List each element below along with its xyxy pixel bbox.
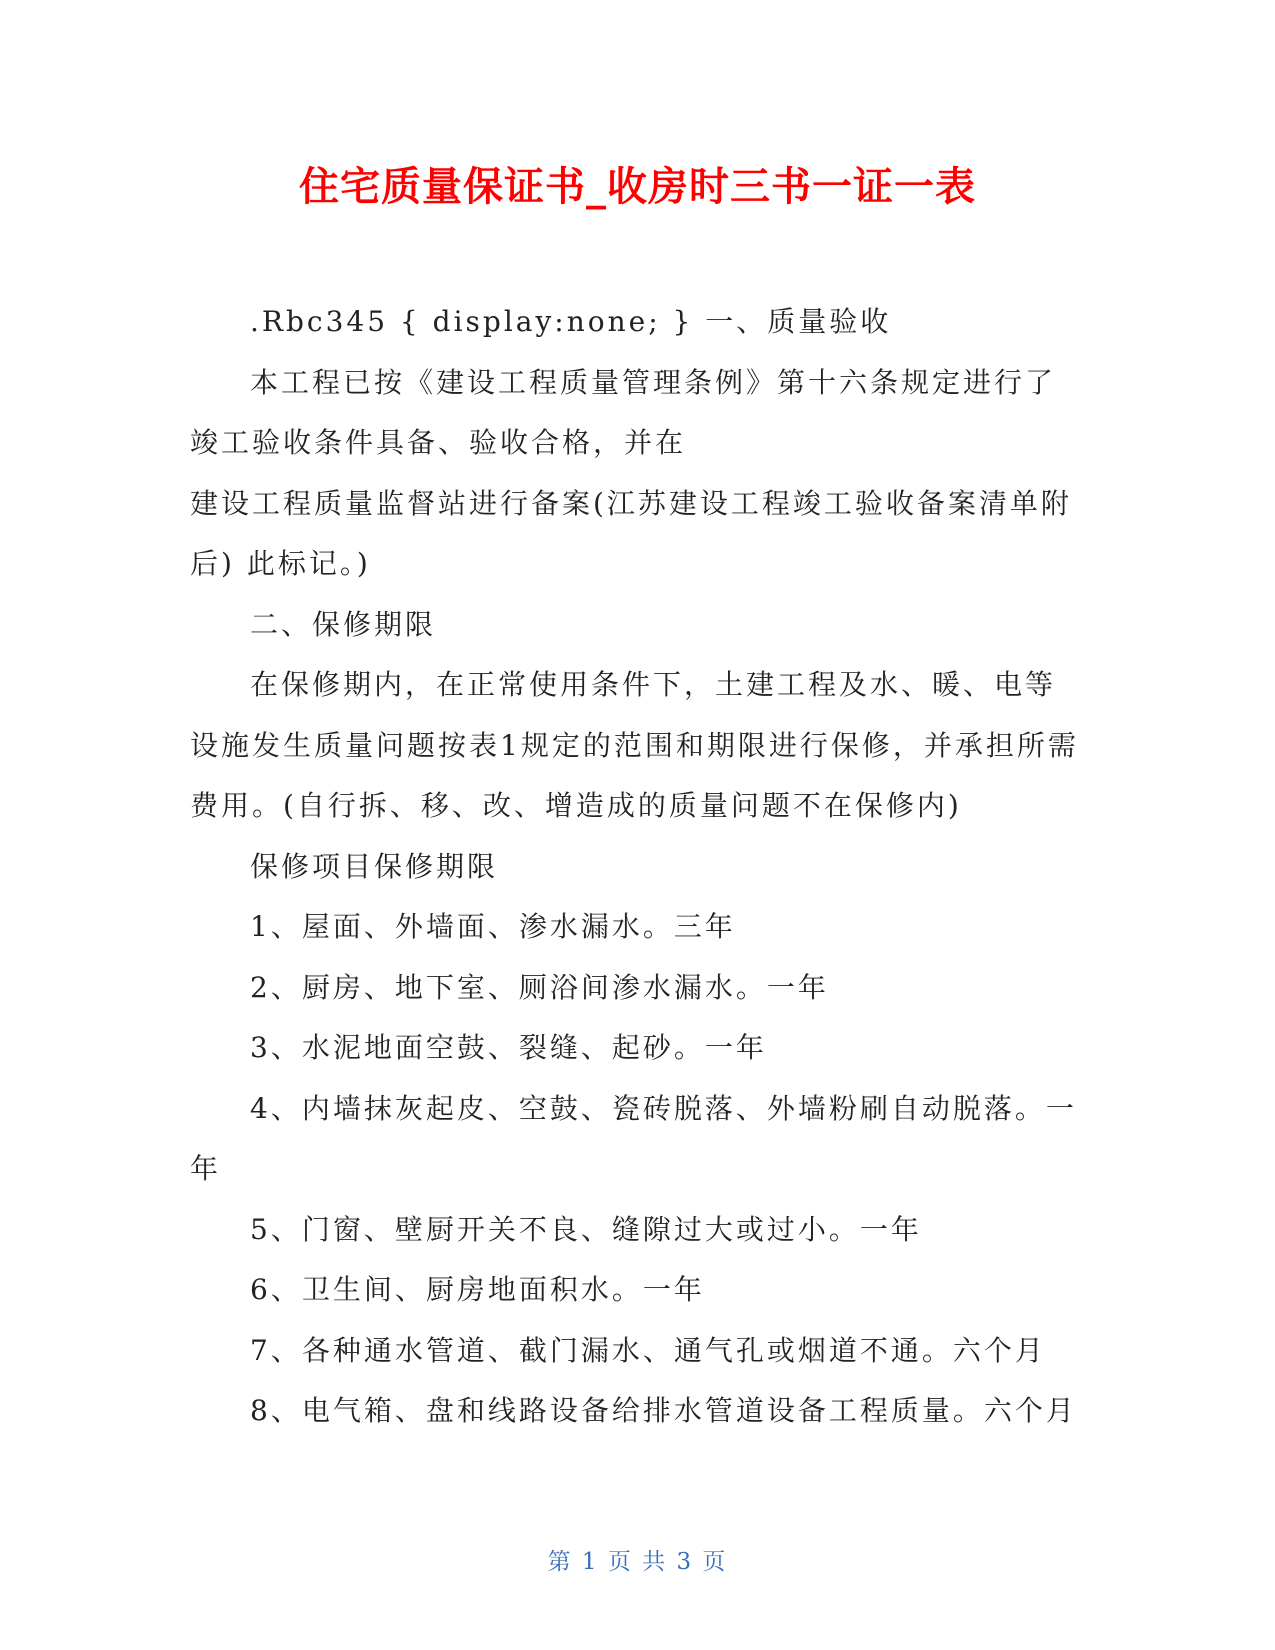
list-item: 1、屋面、外墙面、渗水漏水。三年 <box>250 910 736 943</box>
document-title: 住宅质量保证书_收房时三书一证一表 <box>299 164 976 210</box>
footer-middle: 页 共 <box>607 1549 668 1575</box>
list-item: 2、厨房、地下室、厕浴间渗水漏水。一年 <box>250 970 829 1004</box>
paragraph-filing-record: 建设工程质量监督站进行备案(江苏建设工程竣工验收备案清单附后) 此标记。) <box>190 486 1072 580</box>
footer-prefix: 第 <box>547 1549 573 1575</box>
list-item: 3、水泥地面空鼓、裂缝、起砂。一年 <box>250 1031 767 1064</box>
footer-suffix: 页 <box>702 1549 728 1575</box>
list-item: 4、内墙抹灰起皮、空鼓、瓷砖脱落、外墙粉刷自动脱落。一年 <box>190 1091 1077 1185</box>
list-item: 6、卫生间、厨房地面积水。一年 <box>250 1273 705 1306</box>
paragraph-warranty-scope: 在保修期内，在正常使用条件下，土建工程及水、暖、电等设施发生质量问题按表1规定的范围和期限进行保修，并承担所需费用。(自行拆、移、改、增造成的质量问题不在保修内) <box>190 668 1079 822</box>
list-item: 8、电气箱、盘和线路设备给排水管道设备工程质量。六个月 <box>250 1394 1077 1427</box>
footer-current-page: 1 <box>581 1549 599 1575</box>
paragraph-warranty-period-heading: 二、保修期限 <box>250 607 437 641</box>
document-body <box>190 292 1085 1442</box>
paragraph-acceptance-statement: 本工程已按《建设工程质量管理条例》第十六条规定进行了竣工验收条件具备、验收合格，并在 <box>190 365 1057 459</box>
footer-total-pages: 3 <box>676 1549 694 1575</box>
list-item: 7、各种通水管道、截门漏水、通气孔或烟道不通。六个月 <box>250 1333 1046 1367</box>
list-item: 5、门窗、壁厨开关不良、缝隙过大或过小。一年 <box>250 1212 922 1246</box>
paragraph-warranty-table-header: 保修项目保修期限 <box>250 849 499 883</box>
paragraph-quality-acceptance-heading: .Rbc345 { display:none; } 一、质量验收 <box>250 305 892 338</box>
page-footer <box>0 1547 1275 1577</box>
